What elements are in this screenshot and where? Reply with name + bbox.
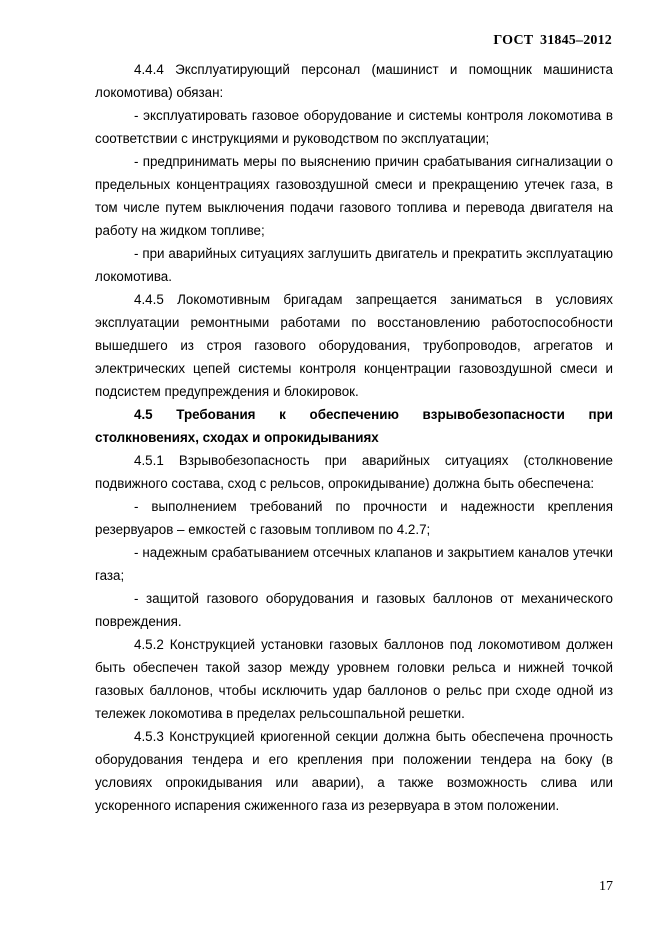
list-item: - надежным срабатыванием отсечных клапанов и закрытием каналов утечки газа; (95, 545, 613, 583)
clause-4-4-4: 4.4.4 Эксплуатирующий персонал (машинист и помощник машиниста локомотива) обязан: (95, 62, 613, 100)
clause-4-4-5: 4.4.5 Локомотивным бригадам запрещается заниматься в условиях эксплуатации ремонтными работами по восстановлению работоспособности вышедшего из строя газового оборудования, трубопроводов, агрегатов и электрических цепей системы контроля концентрации газовоздушной смеси и подсистем предупреждения и блокировок. (95, 292, 613, 399)
list-item: - предпринимать меры по выяснению причин срабатывания сигнализации о предельных концентрациях газовоздушной смеси и прекращению утечек газа, в том числе путем выключения подачи газового топлива и перевода двигателя на работу на жидком топливе; (95, 154, 613, 238)
clause-4-5-1: 4.5.1 Взрывобезопасность при аварийных ситуациях (столкновение подвижного состава, сход с рельсов, опрокидывание) должна быть обеспечена: (95, 453, 613, 491)
document-body (95, 58, 613, 817)
list-item: - эксплуатировать газовое оборудование и системы контроля локомотива в соответствии с инструкциями и руководством по эксплуатации; (95, 108, 613, 146)
page-number: 17 (599, 879, 613, 894)
list-item: - при аварийных ситуациях заглушить двигатель и прекратить эксплуатацию локомотива. (95, 246, 613, 284)
standard-header: ГОСТ 31845–2012 (493, 33, 612, 48)
list-item: - выполнением требований по прочности и надежности крепления резервуаров – емкостей с газовым топливом по 4.2.7; (95, 499, 613, 537)
section-heading-4-5: 4.5 Требования к обеспечению взрывобезопасности при столкновениях, сходах и опрокидываниях (95, 407, 613, 445)
clause-4-5-3: 4.5.3 Конструкцией криогенной секции должна быть обеспечена прочность оборудования тендера и его крепления при положении тендера на боку (в условиях опрокидывания или аварии), а также возможность слива или ускоренного испарения сжиженного газа из резервуара в этом положении. (95, 729, 613, 813)
list-item: - защитой газового оборудования и газовых баллонов от механического повреждения. (95, 591, 613, 629)
clause-4-5-2: 4.5.2 Конструкцией установки газовых баллонов под локомотивом должен быть обеспечен такой зазор между уровнем головки рельса и нижней точкой газовых баллонов, чтобы исключить удар баллонов о рельс при сходе одной из тележек локомотива в пределах рельсошпальной решетки. (95, 637, 613, 721)
